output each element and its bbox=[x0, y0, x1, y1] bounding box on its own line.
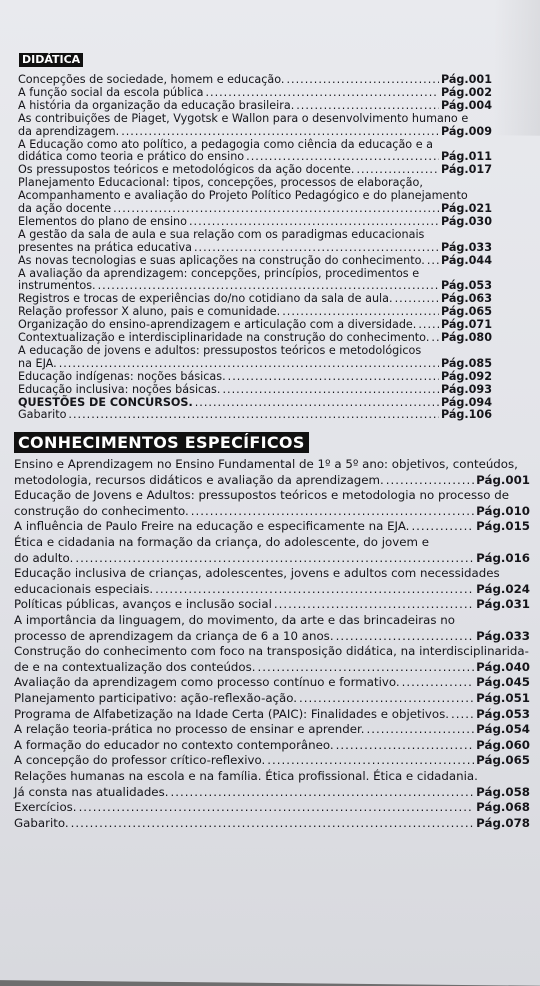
toc-entry-text: Planejamento Educacional: tipos, concepções, processos de elaboração, bbox=[18, 176, 423, 190]
toc-page-number: Pág.017 bbox=[440, 163, 492, 177]
dot-leader bbox=[113, 202, 439, 215]
dot-leader bbox=[228, 370, 439, 383]
toc-line bbox=[14, 566, 500, 580]
toc-line bbox=[18, 150, 492, 163]
dot-leader bbox=[286, 73, 438, 86]
toc-line bbox=[18, 189, 468, 202]
toc-line bbox=[18, 86, 492, 99]
toc-line bbox=[18, 344, 421, 357]
toc-page-number: Pág.085 bbox=[440, 356, 492, 370]
toc-page-number: Pág.030 bbox=[440, 214, 492, 228]
toc-page-number: Pág.065 bbox=[476, 753, 530, 768]
dot-leader bbox=[267, 753, 474, 767]
toc-entry-text: Avaliação da aprendizagem como processo contínuo e formativo. bbox=[14, 675, 400, 690]
toc-line bbox=[18, 383, 492, 396]
toc-entry-text: Ensino e Aprendizagem no Ensino Fundamental de 1º a 5º ano: objetivos, conteúdos, bbox=[14, 457, 518, 471]
toc-page-number: Pág.004 bbox=[440, 98, 492, 112]
dot-leader bbox=[170, 785, 474, 799]
toc-page-number: Pág.011 bbox=[440, 150, 492, 164]
dot-leader bbox=[246, 150, 439, 163]
dot-leader bbox=[155, 582, 474, 596]
toc-page-number: Pág.051 bbox=[476, 691, 530, 705]
toc-line bbox=[14, 613, 455, 627]
toc-page-number: Pág.054 bbox=[476, 722, 530, 737]
toc-entry-text: Organização do ensino-aprendizagem e articulação com a diversidade. bbox=[18, 318, 417, 332]
toc-line bbox=[14, 707, 530, 721]
toc-entry-text: Concepções de sociedade, homem e educação. bbox=[18, 73, 285, 86]
dot-leader bbox=[411, 519, 474, 533]
toc-page-number: Pág.016 bbox=[476, 550, 530, 565]
toc-line bbox=[14, 738, 530, 752]
toc-page-number: Pág.031 bbox=[476, 597, 530, 612]
dot-leader bbox=[336, 738, 475, 752]
toc-line bbox=[14, 785, 530, 799]
dot-leader bbox=[75, 551, 474, 565]
dot-leader bbox=[195, 396, 439, 409]
dot-leader bbox=[431, 331, 439, 344]
toc-line bbox=[18, 292, 492, 305]
dot-leader bbox=[79, 800, 475, 814]
toc-entry-text: Educação indígenas: noções básicas. bbox=[18, 369, 226, 383]
toc-line bbox=[14, 675, 530, 689]
toc-line bbox=[18, 370, 492, 383]
toc-page-number: Pág.094 bbox=[440, 395, 492, 409]
dot-leader bbox=[194, 241, 439, 254]
toc-entry-text: A educação de jovens e adultos: pressupostos teóricos e metodológicos bbox=[18, 343, 422, 357]
toc-line bbox=[14, 504, 530, 518]
toc-entry-text: Educação de Jovens e Adultos: pressupostos teóricos e metodologia no processo de bbox=[14, 488, 510, 503]
toc-entry-text: QUESTÕES DE CONCURSOS. bbox=[18, 395, 193, 409]
dot-leader bbox=[282, 305, 439, 318]
dot-leader bbox=[336, 629, 475, 643]
toc-page-number: Pág.001 bbox=[476, 472, 530, 487]
dot-leader bbox=[451, 707, 474, 721]
toc-line bbox=[18, 254, 492, 267]
toc-entry-text: Educação inclusiva: noções básicas. bbox=[18, 382, 221, 396]
toc-entry-text: Contextualização e interdisciplinaridade na construção do conhecimento. bbox=[18, 331, 430, 344]
toc-entry-text: construção do conhecimento. bbox=[14, 503, 189, 518]
toc-page-number: Pág.033 bbox=[440, 240, 492, 254]
toc-entry-text: Educação inclusiva de crianças, adolescentes, jovens e adultos com necessidades bbox=[14, 566, 500, 581]
toc-entry-text: A influência de Paulo Freire na educação e especificamente na EJA. bbox=[14, 519, 410, 534]
toc-page-number: Pág.063 bbox=[440, 292, 492, 306]
dot-leader bbox=[299, 691, 474, 705]
toc-page-number: Pág.010 bbox=[476, 503, 530, 518]
toc-line bbox=[14, 629, 530, 643]
toc-line bbox=[18, 73, 492, 86]
toc-line bbox=[18, 318, 492, 331]
toc-entry-text: As novas tecnologias e suas aplicações na construção do conhecimento. bbox=[18, 253, 425, 267]
dot-leader bbox=[395, 292, 439, 305]
toc-page-number: Pág.065 bbox=[440, 305, 492, 319]
section-heading-didatica: DIDÁTICA bbox=[19, 53, 83, 67]
toc-page-number: Pág.093 bbox=[440, 382, 492, 396]
toc-page-number: Pág.044 bbox=[440, 253, 492, 267]
toc-entry-text: Exercícios. bbox=[14, 800, 77, 815]
toc-page-number: Pág.009 bbox=[440, 124, 492, 138]
toc-line bbox=[18, 215, 492, 228]
toc-line bbox=[14, 597, 530, 611]
toc-entry-text: Já consta nas atualidades. bbox=[14, 784, 169, 799]
toc-line bbox=[14, 644, 529, 658]
toc-page-number: Pág.053 bbox=[440, 279, 492, 293]
toc-page-number: Pág.058 bbox=[476, 784, 530, 799]
toc-line bbox=[14, 488, 509, 502]
toc-entry-text: Relações humanas na escola e na família. Ética profissional. Ética e cidadania. bbox=[14, 769, 478, 783]
toc-entry-text: Registros e trocas de experiências do/no cotidiano da sala de aula. bbox=[18, 292, 393, 306]
toc-entry-text: Ética e cidadania na formação da criança, do adolescente, do jovem e bbox=[14, 535, 429, 549]
dot-leader bbox=[427, 254, 439, 267]
toc-line bbox=[18, 279, 492, 292]
toc-entry-text: instrumentos. bbox=[18, 279, 96, 293]
toc-line bbox=[18, 228, 424, 241]
toc-page-number: Pág.092 bbox=[440, 369, 492, 383]
dot-leader bbox=[189, 215, 439, 228]
toc-page-number: Pág.060 bbox=[476, 737, 530, 752]
toc-line bbox=[18, 267, 419, 280]
dot-leader bbox=[356, 163, 438, 176]
toc-entry-text: Gabarito bbox=[18, 408, 67, 422]
toc-entry-text: metodologia, recursos didáticos e avaliação da aprendizagem. bbox=[14, 472, 384, 487]
toc-page-number: Pág.021 bbox=[440, 202, 492, 215]
toc-entry-text: Políticas públicas, avanços e inclusão social bbox=[14, 597, 272, 612]
dot-leader bbox=[59, 357, 439, 370]
toc-line bbox=[14, 457, 518, 471]
toc-entry-text: de e na contextualização dos conteúdos. bbox=[14, 659, 256, 674]
toc-entry-text: Programa de Alfabetização na Idade Certa (PAIC): Finalidades e objetivos. bbox=[14, 706, 449, 721]
toc-line bbox=[18, 357, 492, 370]
toc-line bbox=[18, 202, 492, 215]
toc-page-number: Pág.068 bbox=[476, 800, 530, 815]
toc-line bbox=[18, 163, 492, 176]
toc-line bbox=[14, 753, 530, 767]
toc-entry-text: presentes na prática educativa bbox=[18, 240, 192, 254]
toc-line bbox=[14, 473, 530, 487]
toc-entry-text: processo de aprendizagem da criança de 6 a 10 anos. bbox=[14, 628, 334, 643]
toc-page-number: Pág.024 bbox=[476, 581, 530, 596]
toc-page-number: Pág.078 bbox=[476, 815, 530, 830]
dot-leader bbox=[258, 660, 475, 674]
dot-leader bbox=[121, 125, 439, 138]
toc-entry-text: Relação professor X aluno, pais e comunidade. bbox=[18, 305, 281, 319]
toc-line bbox=[14, 722, 530, 736]
toc-page-number: Pág.106 bbox=[440, 408, 492, 422]
dot-leader bbox=[71, 816, 475, 830]
toc-entry-text: A concepção do professor crítico-reflexivo. bbox=[14, 753, 266, 768]
toc-entry-text: Os pressupostos teóricos e metodológicos da ação docente. bbox=[18, 163, 355, 177]
toc-line bbox=[18, 176, 423, 189]
toc-line bbox=[14, 769, 478, 783]
dot-leader bbox=[68, 408, 439, 421]
toc-line bbox=[18, 305, 492, 318]
toc-page-number: Pág.040 bbox=[476, 659, 530, 674]
toc-page-number: Pág.015 bbox=[476, 519, 530, 534]
dot-leader bbox=[191, 504, 474, 518]
toc-line bbox=[14, 691, 530, 705]
toc-entry-text: A função social da escola pública bbox=[18, 85, 204, 99]
toc-line bbox=[14, 800, 530, 814]
toc-page-number: Pág.071 bbox=[440, 318, 492, 332]
toc-entry-text: A importância da linguagem, do movimento, da arte e das brincadeiras no bbox=[14, 613, 455, 627]
toc-entry-text: da aprendizagem. bbox=[18, 124, 120, 138]
section-heading-conhecimentos: CONHECIMENTOS ESPECÍFICOS bbox=[14, 432, 309, 453]
toc-line bbox=[18, 112, 468, 125]
toc-line bbox=[18, 99, 492, 112]
toc-line bbox=[18, 125, 492, 138]
toc-entry-text: da ação docente bbox=[18, 202, 112, 215]
toc-entry-text: A avaliação da aprendizagem: concepções, princípios, procedimentos e bbox=[18, 266, 420, 280]
toc-entry-text: A Educação como ato político, a pedagogia como ciência da educação e a bbox=[18, 137, 434, 151]
toc-page-number: Pág.045 bbox=[476, 675, 530, 690]
toc-line bbox=[18, 396, 492, 409]
toc-line bbox=[14, 535, 429, 549]
toc-page-number: Pág.002 bbox=[440, 85, 492, 99]
toc-entry-text: Elementos do plano de ensino bbox=[18, 214, 187, 228]
toc-entry-text: didática como teoria e prático do ensino bbox=[18, 150, 245, 164]
toc-entry-text: A formação do educador no contexto contemporâneo. bbox=[14, 737, 334, 752]
toc-entry-text: As contribuições de Piaget, Vygotsk e Wallon para o desenvolvimento humano e bbox=[18, 111, 469, 125]
toc-line bbox=[14, 551, 530, 565]
toc-entry-text: Gabarito. bbox=[14, 815, 69, 830]
dot-leader bbox=[274, 597, 474, 611]
toc-page-number: Pág.080 bbox=[440, 331, 492, 344]
toc-entry-text: A gestão da sala de aula e sua relação com os paradigmas educacionais bbox=[18, 227, 425, 241]
toc-line bbox=[18, 138, 433, 151]
toc-line bbox=[14, 519, 530, 533]
dot-leader bbox=[98, 279, 439, 292]
dot-leader bbox=[205, 86, 438, 99]
toc-entry-text: Construção do conhecimento com foco na transposição didática, na interdisciplinarida- bbox=[14, 644, 529, 659]
toc-entry-text: do adulto. bbox=[14, 550, 74, 565]
dot-leader bbox=[386, 473, 474, 487]
dot-leader bbox=[296, 99, 439, 112]
toc-line bbox=[14, 660, 530, 674]
dot-leader bbox=[367, 722, 475, 736]
toc-entry-text: educacionais especiais. bbox=[14, 581, 154, 596]
toc-line bbox=[14, 582, 530, 596]
toc-line bbox=[18, 408, 492, 421]
toc-line bbox=[14, 816, 530, 830]
toc-entry-text: Acompanhamento e avaliação do Projeto Político Pedagógico e do planejamento bbox=[18, 189, 468, 203]
toc-page-number: Pág.053 bbox=[476, 706, 530, 721]
toc-line bbox=[18, 331, 492, 344]
toc-entry-text: na EJA. bbox=[18, 356, 57, 370]
toc-entry-text: A história da organização da educação brasileira. bbox=[18, 98, 295, 112]
dot-leader bbox=[418, 318, 439, 331]
toc-page-number: Pág.001 bbox=[440, 73, 492, 86]
toc-line bbox=[18, 241, 492, 254]
dot-leader bbox=[222, 383, 438, 396]
toc-entry-text: Planejamento participativo: ação-reflexão-ação. bbox=[14, 691, 298, 705]
toc-page-number: Pág.033 bbox=[476, 628, 530, 643]
dot-leader bbox=[402, 675, 475, 689]
toc-entry-text: A relação teoria-prática no processo de ensinar e aprender. bbox=[14, 722, 365, 737]
